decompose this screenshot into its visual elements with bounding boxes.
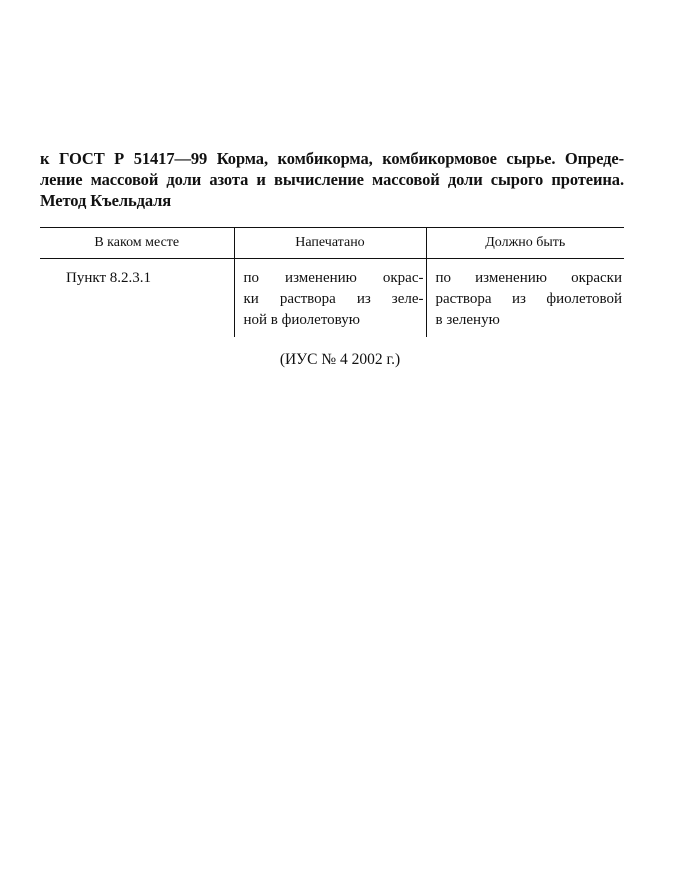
amendment-heading: [40, 148, 624, 211]
table-header-row: [40, 228, 624, 259]
header-correct: Должно быть: [426, 228, 624, 259]
cell-line: по изменению окраски: [435, 270, 622, 286]
heading-line: Метод Къельдаля: [40, 191, 172, 210]
cell-line: ной в фиолетовую: [243, 312, 360, 328]
cell-line: в зеленую: [435, 312, 500, 328]
cell-line: по изменению окрас-: [243, 270, 424, 286]
table-row: [40, 259, 624, 338]
heading-line: ление массовой доли азота и вычисление массовой доли сырого протеина.: [40, 170, 624, 189]
cell-line: ки раствора из зеле-: [243, 291, 424, 307]
amendment-table: [40, 227, 624, 337]
header-printed: Напечатано: [234, 228, 426, 259]
heading-line: к ГОСТ Р 51417—99 Корма, комбикорма, комбикормовое сырье. Опреде-: [40, 149, 624, 168]
header-location: В каком месте: [40, 228, 234, 259]
source-reference: (ИУС № 4 2002 г.): [279, 351, 401, 368]
cell-location: Пункт 8.2.3.1: [66, 270, 152, 286]
cell-correct: [426, 259, 624, 338]
cell-printed: [234, 259, 426, 338]
cell-line: раствора из фиолетовой: [435, 291, 622, 307]
